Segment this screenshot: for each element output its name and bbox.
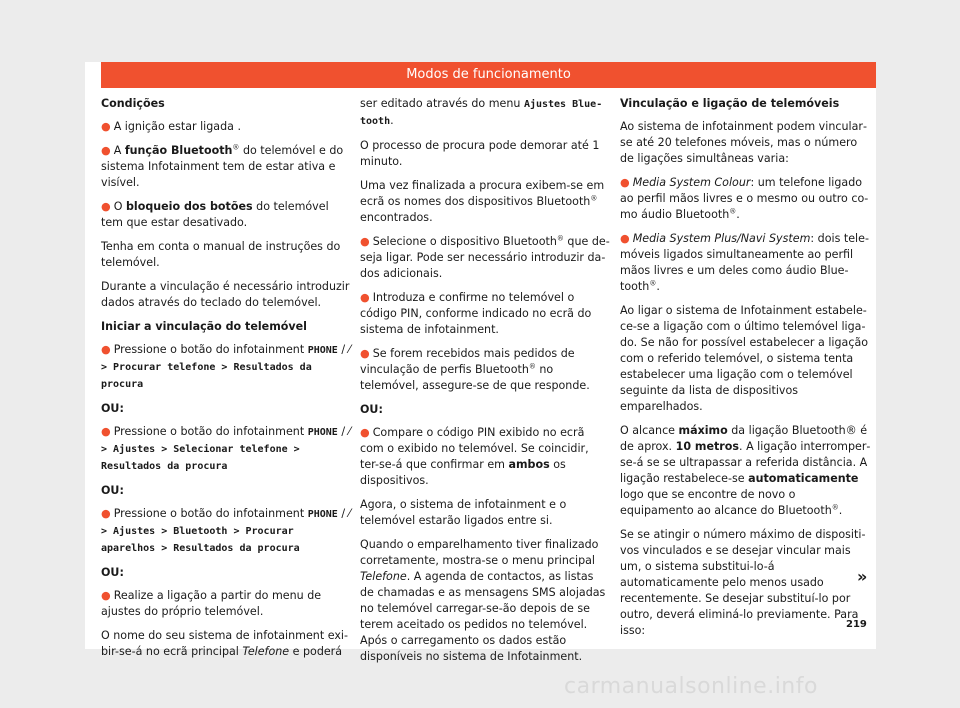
column-3	[620, 96, 872, 647]
list-item: ● Media System Plus/Navi System: dois telemóveis ligados simultaneamente ao perfil mãos livres e um deles como áudio Bluetooth®.	[620, 232, 869, 293]
list-item: ● Realize a ligação a partir do menu de ajustes do próprio telemóvel.	[101, 589, 322, 618]
column-1	[101, 96, 351, 668]
list-item: ● A ignição estar ligada .	[101, 120, 241, 133]
list-item: ● Pressione o botão do infotainment PHONE / ⁄ > Procurar telefone > Resultados da procura	[101, 343, 351, 390]
bullet-icon: ●	[101, 507, 111, 520]
page-header: Modos de funcionamento	[101, 62, 876, 88]
pairing-heading: Iniciar a vinculação do telemóvel	[101, 320, 307, 333]
list-item: ● Se forem recebidos mais pedidos de vinculação de perfis Bluetooth® no telemóvel, assegure-se de que responde.	[360, 347, 590, 392]
paragraph: Agora, o sistema de infotainment e o telemóvel estarão ligados entre si.	[360, 498, 567, 527]
paragraph: O nome do seu sistema de infotainment exibir-se-á no ecrã principal Telefone e poderá	[101, 629, 348, 658]
bullet-icon: ●	[101, 425, 111, 438]
bullet-icon: ●	[101, 144, 111, 157]
phone-key-icon: PHONE	[307, 509, 338, 520]
menu-path: > Ajustes > Bluetooth > Procurar aparelhos > Resultados da procura	[101, 526, 300, 554]
phone-key-icon: PHONE	[307, 427, 338, 438]
paragraph: O processo de procura pode demorar até 1 minuto.	[360, 139, 600, 168]
list-item: ● Media System Colour: um telefone ligado ao perfil mãos livres e o mesmo ou outro como áudio Bluetooth®.	[620, 176, 869, 221]
paragraph: Ao ligar o sistema de Infotainment estabelece-se a ligação com o último telemóvel ligado. Se não for possível estabelecer a ligação com o referido telemóvel, o sistema tenta estabelecer uma ligação com o telemóvel seguinte da lista de dispositivos emparelhados.	[620, 304, 869, 413]
watermark: carmanualsonline.info	[564, 674, 818, 699]
list-item: ● A função Bluetooth® do telemóvel e do sistema Infotainment tem de estar ativa e visível.	[101, 143, 344, 189]
page-number: 219	[846, 619, 867, 630]
paragraph: ser editado através do menu Ajustes Bluetooth.	[360, 97, 603, 127]
menu-path: > Procurar telefone > Resultados da procura	[101, 362, 312, 390]
list-item: ● Selecione o dispositivo Bluetooth® que deseja ligar. Pode ser necessário introduzir dados adicionais.	[360, 234, 610, 280]
bullet-icon: ●	[360, 291, 370, 304]
menu-icon: ⁄	[348, 425, 351, 438]
bullet-icon: ●	[620, 176, 630, 189]
bullet-icon: ●	[360, 426, 370, 439]
or-label: OU:	[101, 402, 124, 415]
bullet-icon: ●	[101, 589, 111, 602]
menu-icon: ⁄	[348, 343, 351, 356]
paragraph: Durante a vinculação é necessário introduzir dados através do teclado do telemóvel.	[101, 280, 350, 309]
paragraph: Uma vez finalizada a procura exibem-se em ecrã os nomes dos dispositivos Bluetooth® encontrados.	[360, 179, 605, 224]
bullet-icon: ●	[620, 232, 630, 245]
menu-path: > Ajustes > Selecionar telefone > Resultados da procura	[101, 444, 300, 472]
menu-icon: ⁄	[348, 507, 351, 520]
bullet-icon: ●	[360, 235, 370, 248]
or-label: OU:	[360, 403, 383, 416]
section-heading: Vinculação e ligação de telemóveis	[620, 97, 840, 110]
list-item: ● Compare o código PIN exibido no ecrã com o exibido no telemóvel. Se coincidir, ter-se-á que confirmar em ambos os dispositivos.	[360, 426, 589, 487]
bullet-icon: ●	[101, 120, 111, 133]
bullet-icon: ●	[360, 347, 370, 360]
list-item: ● O bloqueio dos botões do telemóvel tem que estar desativado.	[101, 200, 329, 229]
bullet-icon: ●	[101, 343, 111, 356]
bullet-icon: ●	[101, 200, 111, 213]
continue-icon: »	[857, 567, 868, 586]
conditions-heading: Condições	[101, 97, 165, 110]
or-label: OU:	[101, 484, 124, 497]
paragraph: Ao sistema de infotainment podem vincularse até 20 telefones móveis, mas o número de ligações simultâneas varia:	[620, 120, 867, 165]
paragraph: Tenha em conta o manual de instruções do telemóvel.	[101, 240, 341, 269]
phone-key-icon: PHONE	[307, 345, 338, 356]
column-2	[360, 96, 610, 673]
list-item: ● Introduza e confirme no telemóvel o código PIN, conforme indicado no ecrã do sistema de infotainment.	[360, 291, 592, 336]
list-item: ● Pressione o botão do infotainment PHONE / ⁄ > Ajustes > Bluetooth > Procurar aparelhos > Resultados da procura	[101, 507, 351, 554]
list-item: ● Pressione o botão do infotainment PHONE / ⁄ > Ajustes > Selecionar telefone > Resultados da procura	[101, 425, 351, 472]
paragraph: Se se atingir o número máximo de dispositivos vinculados e se desejar vincular mais um, o sistema substitui-lo-á automaticamente pelo menos usado recentemente. Se desejar substituí-lo por outro, deverá eliminá-lo previamente. Para isso:	[620, 528, 866, 637]
paragraph: O alcance máximo da ligação Bluetooth® é de aprox. 10 metros. A ligação interromperse-á se se ultrapassar a referida distância. A ligação restabelece-se automaticamente logo que se encontre de novo o equipamento ao alcance do Bluetooth®.	[620, 424, 871, 517]
or-label: OU:	[101, 566, 124, 579]
paragraph: Quando o emparelhamento tiver finalizado corretamente, mostra-se o menu principal Telefone. A agenda de contactos, as listas de chamadas e as mensagens SMS alojadas no telemóvel carregar-se-ão depois de se terem aceitado os pedidos no telemóvel. Após o carregamento os dados estão disponíveis no sistema de Infotainment.	[360, 538, 606, 663]
